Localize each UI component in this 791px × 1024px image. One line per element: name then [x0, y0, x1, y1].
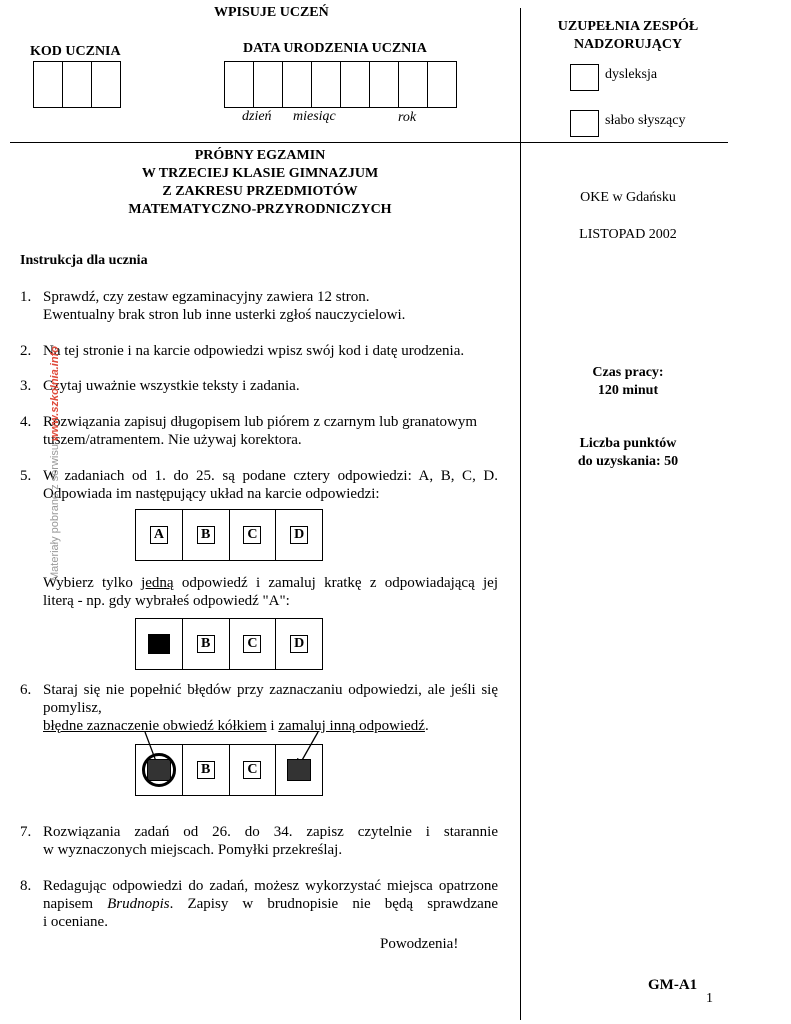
- rok-label: rok: [398, 110, 417, 125]
- title-line: W TRZECIEJ KLASIE GIMNAZJUM: [141, 166, 379, 181]
- watermark: [49, 346, 61, 581]
- item-line: w wyznaczonych miejscach. Pomyłki przekreślaj.: [43, 842, 343, 858]
- item-line: Rozwiązania zadań od 26. do 34. zapisz czytelnie i starannie: [43, 824, 498, 840]
- answer-cell: [230, 745, 277, 795]
- kod-ucznia-boxes[interactable]: [33, 61, 121, 108]
- kod-box[interactable]: [63, 62, 92, 107]
- correction-end: .: [424, 718, 429, 734]
- dysleksja-label: dysleksja: [605, 67, 658, 82]
- answer-letter-d: D: [290, 526, 308, 544]
- data-urodzenia-label: DATA URODZENIA UCZNIA: [243, 41, 427, 56]
- instruction-item: [20, 288, 498, 324]
- dzien-label: dzień: [242, 109, 272, 124]
- item-number: 6.: [20, 682, 32, 698]
- select-underlined: jedną: [141, 575, 174, 591]
- answer-cell: [183, 745, 230, 795]
- answer-letter-d: D: [290, 635, 308, 653]
- closing-text: Powodzenia!: [380, 936, 459, 952]
- filled-square-a: [148, 634, 170, 654]
- instruction-item: [20, 467, 498, 503]
- kod-ucznia-label: KOD UCZNIA: [30, 44, 121, 59]
- instruction-item: [20, 342, 498, 360]
- answer-letter-c: C: [243, 526, 261, 544]
- item8-post: . Zapisy w brudnopisie nie będą sprawdzane: [169, 896, 498, 912]
- year-box[interactable]: [399, 62, 428, 107]
- item-number: 4.: [20, 414, 32, 430]
- select-instruction: [20, 574, 498, 610]
- year-box[interactable]: [370, 62, 399, 107]
- item-line: W zadaniach od 1. do 25. są podane cztery odpowiedzi: A, B, C, D.: [43, 468, 498, 484]
- item-line: pomylisz,: [43, 700, 102, 716]
- answer-letter-b: B: [197, 635, 215, 653]
- czas-line: Czas pracy:: [592, 365, 664, 380]
- item-number: 5.: [20, 468, 32, 484]
- dysleksja-checkbox[interactable]: [570, 64, 599, 91]
- answer-cell: [230, 619, 277, 669]
- day-box[interactable]: [225, 62, 254, 107]
- czas-pracy: [540, 364, 716, 400]
- title-line: MATEMATYCZNO-PRZYRODNICZYCH: [128, 202, 392, 217]
- slabo-slyszacy-checkbox[interactable]: [570, 110, 599, 137]
- answer-cell: [136, 510, 183, 560]
- horizontal-divider: [10, 142, 728, 143]
- select-line: [43, 574, 498, 592]
- month-box[interactable]: [312, 62, 341, 107]
- answer-cell: [276, 619, 322, 669]
- item8-pre: napisem: [43, 896, 108, 912]
- answer-grid-filled-example: [135, 618, 323, 670]
- item-line: Redagując odpowiedzi do zadań, możesz wykorzystać miejsca opatrzone: [43, 878, 498, 894]
- filled-square-new: [287, 759, 311, 781]
- instructions-heading: Instrukcja dla ucznia: [20, 253, 148, 268]
- answer-letter-b: B: [197, 526, 215, 544]
- item-number: 3.: [20, 378, 32, 394]
- answer-cell: [136, 619, 183, 669]
- instruction-item: [20, 877, 498, 931]
- select-pre: Wybierz tylko: [43, 575, 142, 591]
- answer-letter-b: B: [197, 761, 215, 779]
- answer-letter-a: A: [150, 526, 168, 544]
- item-line: Rozwiązania zapisuj długopisem lub piórem z czarnym lub granatowym: [43, 414, 478, 430]
- data-urodzenia-boxes[interactable]: [224, 61, 457, 108]
- correction-underline-2: zamaluj inną odpowiedź: [278, 718, 425, 734]
- item8-italic: Brudnopis: [107, 896, 170, 912]
- day-box[interactable]: [254, 62, 283, 107]
- instruction-item: [20, 377, 498, 395]
- correction-circle: [142, 753, 176, 787]
- correction-underline-1: błędne zaznaczenie obwiedź kółkiem: [43, 718, 267, 734]
- answer-cell: [183, 510, 230, 560]
- answer-cell: [136, 745, 183, 795]
- item-line: Ewentualny brak stron lub inne usterki zgłoś nauczycielowi.: [43, 307, 406, 323]
- item-line: i oceniane.: [43, 914, 108, 930]
- item-number: 8.: [20, 878, 32, 894]
- watermark-text: Materiały pobrane z serwisu: [49, 444, 61, 581]
- answer-grid-correction-example: [135, 744, 323, 796]
- page-number: 1: [706, 991, 713, 1006]
- month-box[interactable]: [283, 62, 312, 107]
- answer-cell: [230, 510, 277, 560]
- slabo-slyszacy-label: słabo słyszący: [605, 113, 686, 128]
- item-number: 7.: [20, 824, 32, 840]
- year-box[interactable]: [428, 62, 456, 107]
- miesiac-label: miesiąc: [293, 109, 336, 124]
- title-line: PRÓBNY EGZAMIN: [194, 148, 326, 163]
- item-number: 1.: [20, 289, 32, 305]
- zespol-label: [540, 18, 716, 54]
- kod-box[interactable]: [34, 62, 63, 107]
- zespol-line1: UZUPEŁNIA ZESPÓŁ: [557, 19, 699, 34]
- answer-grid-example: [135, 509, 323, 561]
- item-line: Odpowiada im następujący układ na karcie odpowiedzi:: [43, 486, 380, 502]
- punkty-line: do uzyskania: 50: [577, 454, 679, 469]
- answer-cell: [183, 619, 230, 669]
- czas-line: 120 minut: [597, 383, 659, 398]
- watermark-site: www.szkolnia.info: [49, 346, 61, 441]
- liczba-punktow: [540, 435, 716, 471]
- instruction-item: [20, 823, 498, 859]
- item-line: Na tej stronie i na karcie odpowiedzi wpisz swój kod i datę urodzenia.: [43, 343, 465, 359]
- item-line: Sprawdź, czy zestaw egzaminacyjny zawiera 12 stron.: [43, 289, 370, 305]
- instruction-item: [20, 681, 498, 735]
- answer-letter-c: C: [243, 761, 261, 779]
- zespol-line2: NADZORUJĄCY: [573, 37, 683, 52]
- exam-title: [90, 147, 430, 219]
- correction-mid: i: [266, 718, 279, 734]
- year-box[interactable]: [341, 62, 370, 107]
- instruction-item: [20, 413, 498, 449]
- item-line: Staraj się nie popełnić błędów przy zaznaczaniu odpowiedzi, ale jeśli się: [43, 682, 498, 698]
- answer-cell: [276, 745, 322, 795]
- item-line: [43, 895, 498, 913]
- exam-date: LISTOPAD 2002: [579, 227, 677, 242]
- item-number: 2.: [20, 343, 32, 359]
- select-post: odpowiedź i zamaluj kratkę z odpowiadającą jej: [173, 575, 498, 591]
- title-line: Z ZAKRESU PRZEDMIOTÓW: [162, 184, 358, 199]
- item-line: tuszem/atramentem. Nie używaj korektora.: [43, 432, 302, 448]
- punkty-line: Liczba punktów: [579, 436, 677, 451]
- answer-cell: [276, 510, 322, 560]
- oke-label: OKE w Gdańsku: [580, 190, 676, 205]
- vertical-divider: [520, 8, 521, 1020]
- select-line2: literą - np. gdy wybrałeś odpowiedź "A":: [43, 593, 290, 609]
- wpisuje-label: WPISUJE UCZEŃ: [214, 5, 329, 20]
- kod-box[interactable]: [92, 62, 120, 107]
- exam-code: GM-A1: [648, 977, 698, 993]
- answer-letter-c: C: [243, 635, 261, 653]
- item-line: Czytaj uważnie wszystkie teksty i zadania.: [43, 378, 300, 394]
